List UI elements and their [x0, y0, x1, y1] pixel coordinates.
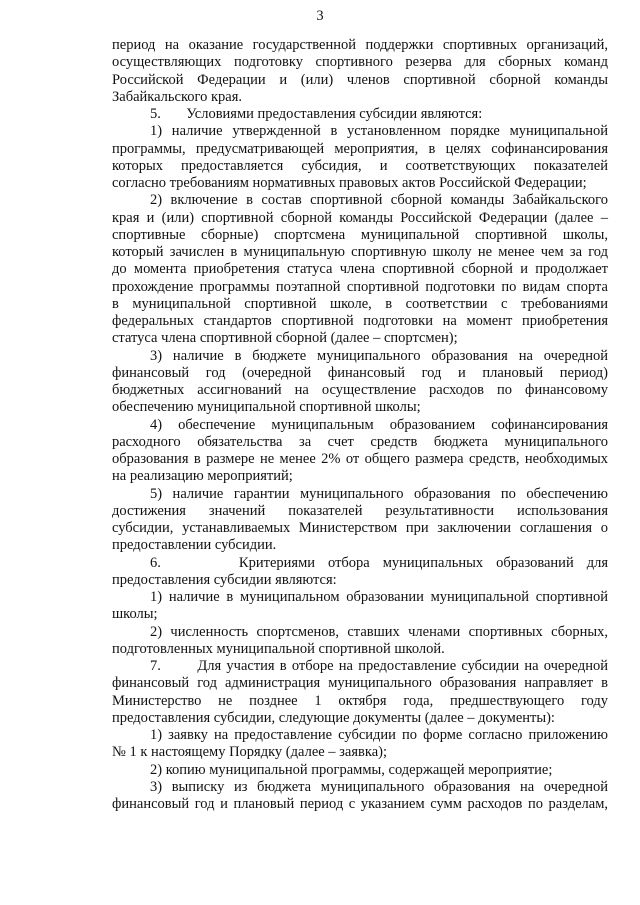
text-line: края и (или) спортивной сборной команды Российской Федерации (далее –	[112, 209, 608, 226]
text-line: предоставлении субсидии.	[112, 537, 277, 554]
text-line: № 1 к настоящему Порядку (далее – заявка);	[112, 744, 387, 761]
text-line: подготовленных муниципальной спортивной школой.	[112, 640, 445, 657]
text-line: финансовый год и плановый период с указанием сумм расходов по разделам,	[112, 796, 608, 812]
text-line: в муниципальной спортивной школе, в соответствии с требованиями	[112, 295, 608, 312]
text-line: обеспечению муниципальной спортивной школы;	[112, 399, 421, 416]
text-line: 2) включение в состав спортивной сборной команды Забайкальского	[150, 192, 608, 209]
text-line: образования в размере не менее 2% от общего размера средств, необходимых	[112, 451, 608, 467]
text-line: субсидии, устанавливаемых Министерством при заключении соглашения о	[112, 520, 608, 536]
text-line: осуществляющих подготовку спортивного резерва для сборных команд	[112, 54, 608, 71]
text-line: прохождение программы поэтапной спортивной подготовки по видам спорта	[112, 278, 608, 295]
text-line: 1) наличие утвержденной в установленном порядке муниципальной	[150, 123, 608, 140]
text-line: достижения значений показателей результативности использования	[112, 502, 608, 519]
text-line: статуса члена спортивной сборной (далее – спортсмен);	[112, 330, 458, 347]
text-line: 4) обеспечение муниципальным образованием софинансирования	[150, 416, 608, 433]
text-line: которых предоставляется субсидия, и соответствующих показателей	[112, 157, 608, 174]
text-line: федеральных стандартов спортивной подготовки на момент приобретения	[112, 313, 608, 329]
text-line: финансовый год администрация муниципального образования направляет в	[112, 675, 608, 692]
page-number: 3	[316, 8, 324, 24]
text-line: финансовый год (очередной финансовый год и плановый период)	[112, 364, 608, 381]
text-line: спортивные сборные) спортсмена муниципальной спортивной школы,	[112, 226, 608, 243]
text-line: на реализацию мероприятий;	[112, 468, 293, 485]
text-line: предоставления субсидии, следующие документы (далее – документы):	[112, 709, 555, 726]
text-line: Министерство не позднее 1 октября года, предшествующего году	[112, 692, 608, 709]
text-line: 2) копию муниципальной программы, содержащей мероприятие;	[150, 761, 553, 778]
text-line: согласно требованиям нормативных правовых актов Российской Федерации;	[112, 175, 587, 191]
text-line: до момента приобретения статуса члена спортивной сборной и продолжает	[112, 261, 608, 278]
text-line: 2) численность спортсменов, ставших членами спортивных сборных,	[150, 623, 608, 640]
text-line: 1) наличие в муниципальном образовании муниципальной спортивной	[150, 589, 608, 605]
text-line: 6. Критериями отбора муниципальных образований для	[150, 554, 608, 571]
text-line: 3) наличие в бюджете муниципального образования на очередной	[150, 347, 608, 364]
text-line: школы;	[112, 606, 158, 623]
text-line: 3) выписку из бюджета муниципального образования на очередной	[150, 778, 608, 795]
text-line: Российской Федерации и (или) членов спортивной сборной команды	[112, 71, 608, 88]
text-line: бюджетных ассигнований на осуществление расходов по финансовому	[112, 382, 608, 398]
text-line: 7. Для участия в отборе на предоставление субсидии на очередной	[150, 658, 608, 674]
text-line: предоставления субсидии являются:	[112, 571, 337, 588]
document-body	[112, 37, 608, 813]
text-line: расходного обязательства за счет средств бюджета муниципального	[112, 433, 608, 450]
text-line: 5) наличие гарантии муниципального образования по обеспечению	[150, 485, 608, 502]
text-line: 1) заявку на предоставление субсидии по форме согласно приложению	[150, 727, 608, 743]
text-line: Забайкальского края.	[112, 88, 242, 105]
text-line: программы, предусматривающей мероприятия, в целях софинансирования	[112, 140, 608, 157]
text-line: период на оказание государственной поддержки спортивных организаций,	[112, 37, 608, 53]
text-line: который зачислен в муниципальную спортивную школу не менее чем за год	[112, 244, 608, 260]
text-line: 5. Условиями предоставления субсидии являются:	[150, 106, 483, 122]
